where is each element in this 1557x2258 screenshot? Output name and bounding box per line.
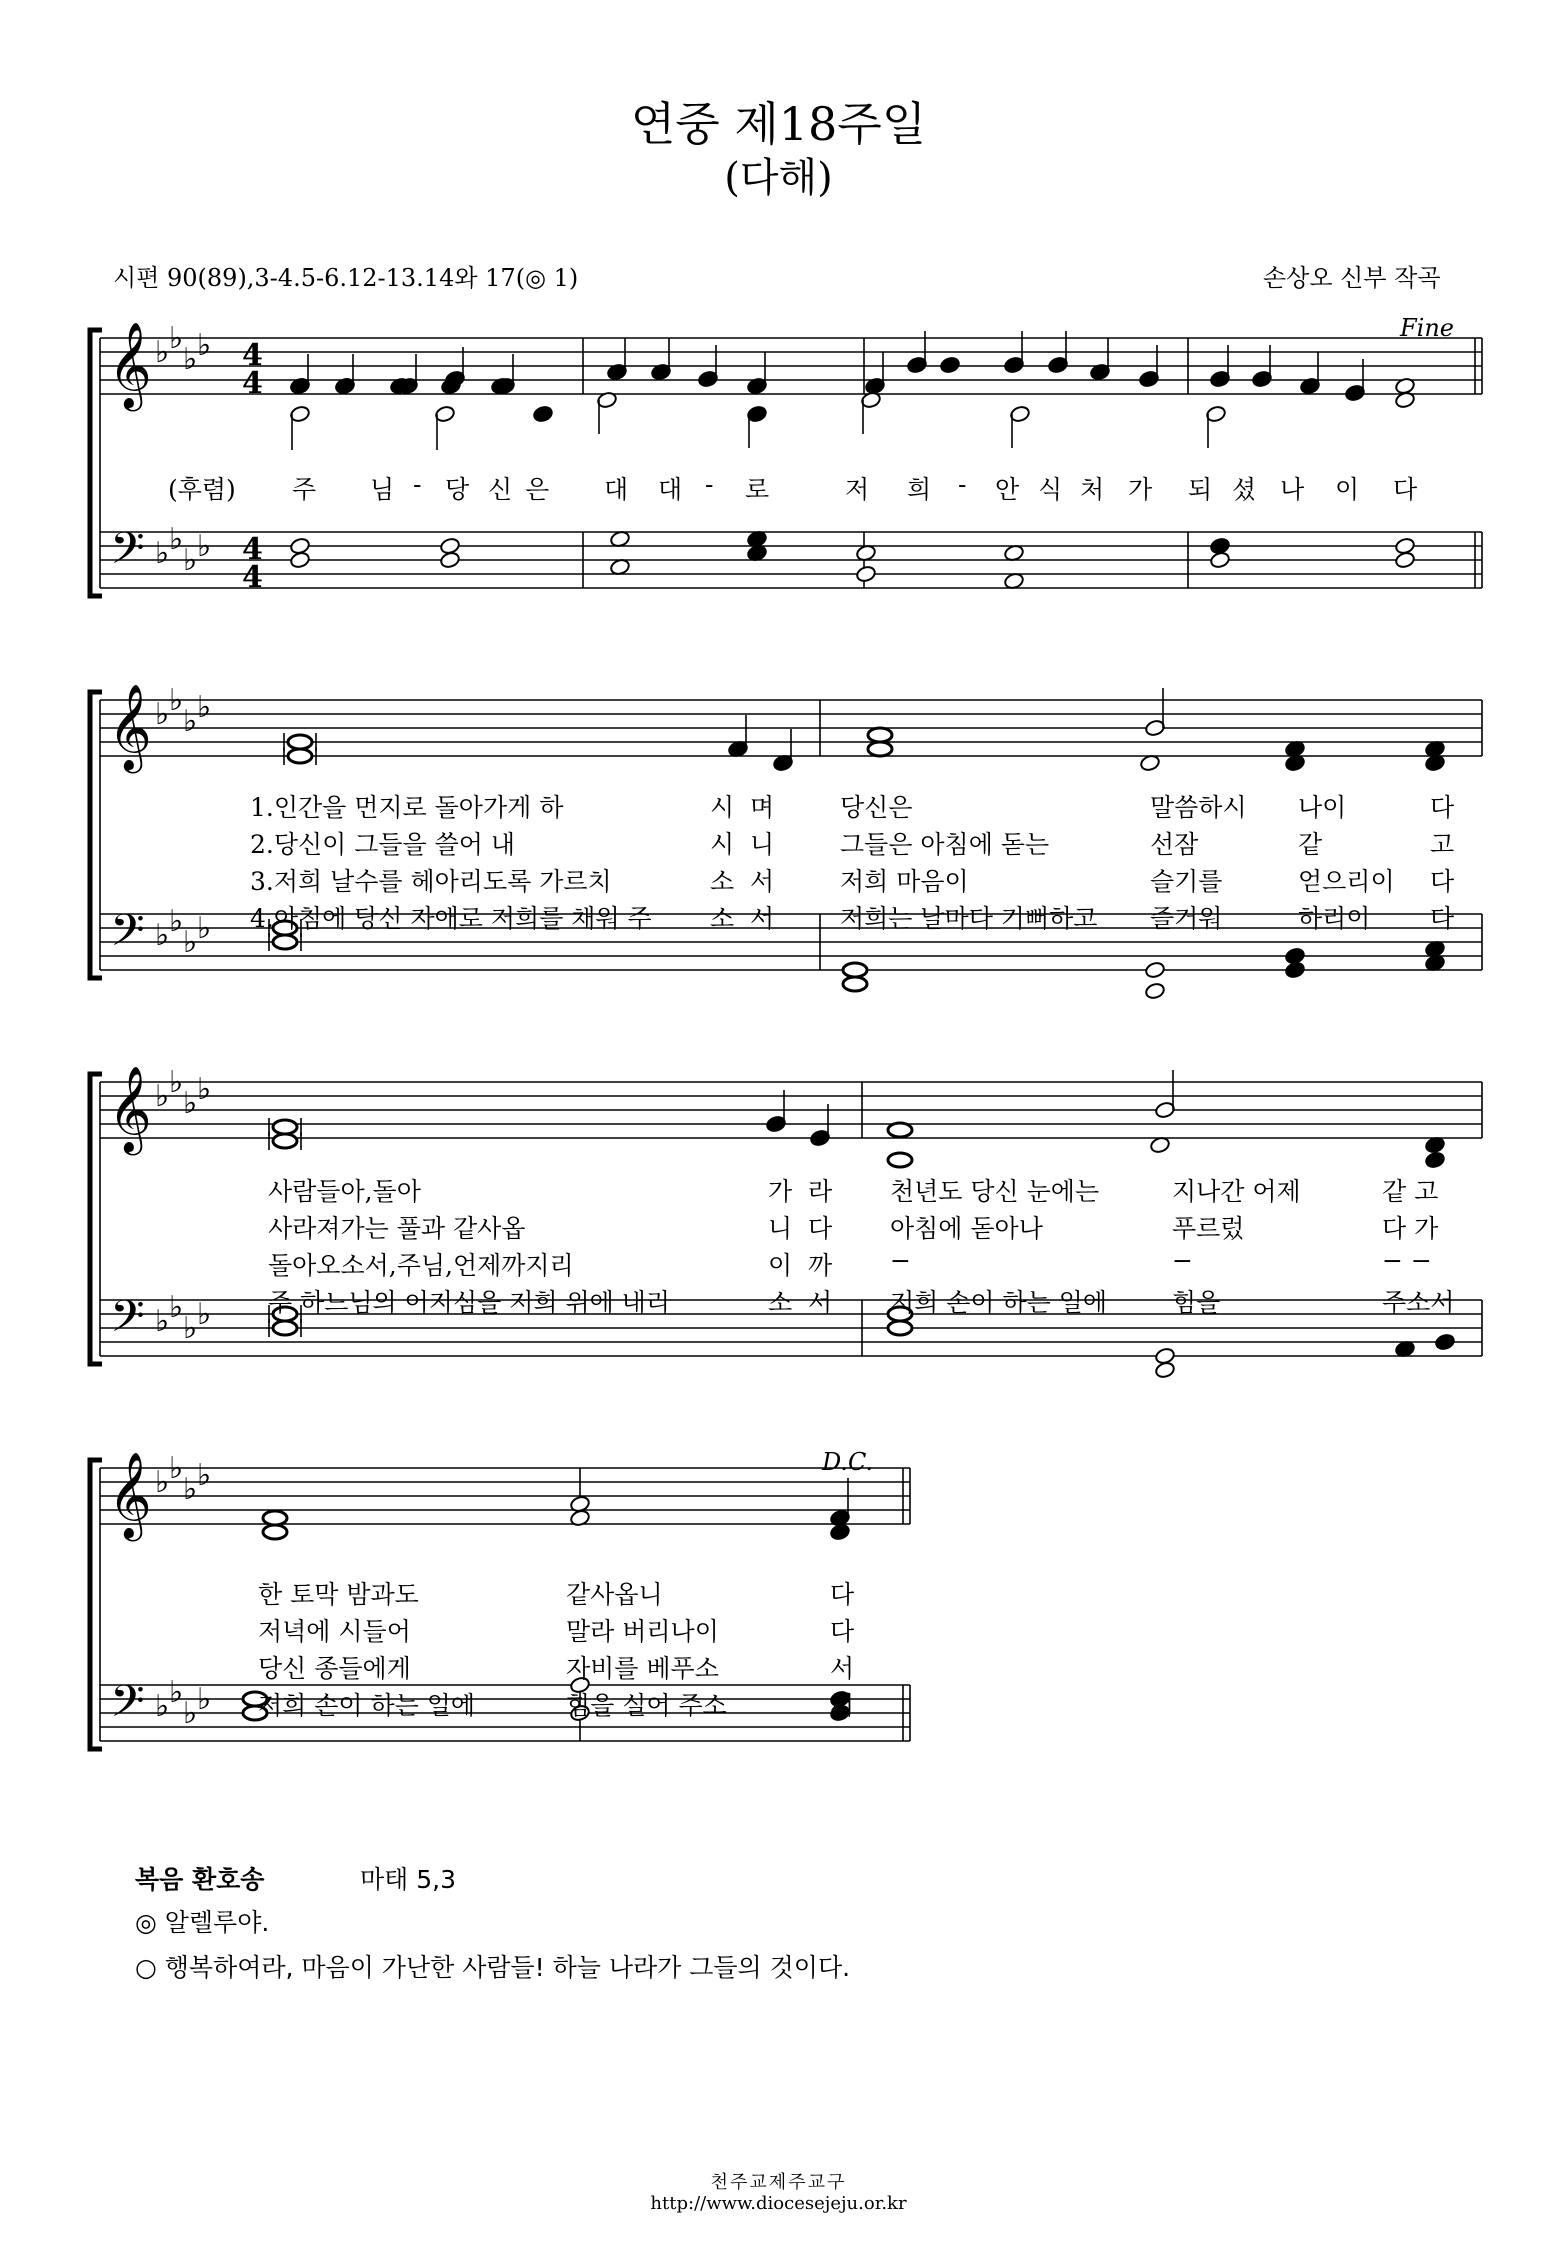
sys2-verse2-5: 같 bbox=[1298, 830, 1323, 859]
sys3-verse4-0: 주 하느님의 어지심을 저희 위에 내리 bbox=[268, 1288, 670, 1317]
sys4-verse4-1: 힘을 실어 주소 bbox=[566, 1691, 727, 1720]
clef-symbol: 𝄢 bbox=[110, 904, 145, 967]
whole-note bbox=[273, 1321, 297, 1335]
note-head bbox=[939, 356, 960, 374]
flat-sign: ♭ bbox=[155, 1465, 170, 1500]
footer-url[interactable]: http://www.diocesejeju.or.kr bbox=[650, 2193, 907, 2214]
clef-symbol: 𝄢 bbox=[110, 522, 145, 585]
sys2-verse4-1: 소 bbox=[710, 904, 735, 933]
flat-sign: ♭ bbox=[155, 1079, 170, 1114]
whole-note bbox=[273, 1120, 297, 1134]
flat-sign: ♭ bbox=[155, 335, 170, 370]
sys2-verse1-6: 다 bbox=[1430, 793, 1455, 822]
refrain-syllable-12: - bbox=[958, 470, 967, 499]
sys2-verse4-2: 서 bbox=[750, 904, 775, 933]
whole-note bbox=[888, 1321, 912, 1335]
flat-sign: ♭ bbox=[155, 536, 170, 571]
sys3-verse4-5: 주소서 bbox=[1382, 1288, 1455, 1317]
refrain-syllable-15: 처 bbox=[1080, 475, 1105, 504]
refrain-syllable-0: 주 bbox=[292, 475, 317, 504]
sys2-verse1-0: 1.인간을 먼지로 돌아가게 하 bbox=[250, 793, 564, 822]
refrain-syllable-13: 안 bbox=[995, 475, 1020, 504]
sys4-verse3-1: 자비를 베푸소 bbox=[566, 1654, 719, 1683]
sys3-verse2-3: 아침에 돋아나 bbox=[890, 1214, 1043, 1243]
flat-sign: ♭ bbox=[183, 1311, 198, 1346]
refrain-syllable-16: 가 bbox=[1128, 475, 1153, 504]
refrain-syllable-3: 당 bbox=[445, 475, 470, 504]
time-signature-top: 4 bbox=[242, 532, 263, 567]
clef-symbol: 𝄢 bbox=[110, 1290, 145, 1353]
clef-symbol: 𝄞 bbox=[108, 1066, 152, 1152]
refrain-syllable-19: 나 bbox=[1280, 475, 1305, 504]
sys4-verse3-0: 당신 종들에게 bbox=[258, 1654, 411, 1683]
flat-sign: ♭ bbox=[155, 918, 170, 953]
sys2-verse3-4: 슬기를 bbox=[1150, 867, 1223, 896]
sys3-verse1-3: 천년도 당신 눈에는 bbox=[890, 1177, 1100, 1206]
refrain-label: (후렴) bbox=[168, 475, 236, 504]
whole-note bbox=[888, 1123, 912, 1137]
sys3-verse4-1: 소 bbox=[768, 1288, 793, 1317]
sys2-verse4-0: 4.아침에 당신 자애로 저희를 채워 주 bbox=[250, 904, 652, 933]
psalm-reference: 시편 90(89),3-4.5-6.12-13.14와 17(◎ 1) bbox=[113, 264, 579, 292]
sys2-verse1-4: 말씀하시 bbox=[1150, 793, 1247, 822]
sys2-verse4-4: 즐거워 bbox=[1150, 904, 1223, 933]
note-head bbox=[439, 551, 460, 569]
refrain-syllable-7: 대 bbox=[658, 475, 683, 504]
refrain-syllable-11: 희 bbox=[907, 475, 932, 504]
fine-marking: Fine bbox=[1400, 314, 1454, 342]
refrain-syllable-14: 식 bbox=[1038, 475, 1063, 504]
sys3-verse3-4: − bbox=[1172, 1246, 1193, 1275]
flat-sign: ♭ bbox=[169, 904, 184, 939]
whole-note bbox=[868, 742, 892, 756]
note-head bbox=[829, 1523, 850, 1541]
note-head bbox=[289, 551, 310, 569]
sys3-verse1-0: 사람들아,돌아 bbox=[268, 1177, 421, 1206]
refrain-syllable-6: 대 bbox=[604, 475, 629, 504]
clef-symbol: 𝄞 bbox=[108, 1452, 152, 1538]
flat-sign: ♭ bbox=[183, 704, 198, 739]
composer-credit: 손상오 신부 작곡 bbox=[1263, 264, 1441, 292]
dc-marking: D.C. bbox=[822, 1448, 874, 1476]
time-signature-bottom: 4 bbox=[242, 560, 263, 595]
sys2-verse3-6: 다 bbox=[1430, 867, 1455, 896]
sys2-verse3-0: 3.저희 날수를 헤아리도록 가르치 bbox=[250, 867, 612, 896]
gospel-verse: ○ 행복하여라, 마음이 가난한 사람들! 하늘 나라가 그들의 것이다. bbox=[135, 1953, 851, 1982]
sys2-verse3-2: 서 bbox=[750, 867, 775, 896]
note-head bbox=[1424, 1151, 1445, 1169]
flat-sign: ♭ bbox=[183, 342, 198, 377]
flat-sign: ♭ bbox=[197, 911, 212, 946]
flat-sign: ♭ bbox=[183, 925, 198, 960]
flat-sign: ♭ bbox=[155, 697, 170, 732]
note-head bbox=[1144, 961, 1165, 979]
note-head bbox=[532, 405, 553, 423]
sys4-verse2-0: 저녁에 시들어 bbox=[258, 1617, 411, 1646]
note-head bbox=[1394, 551, 1415, 569]
sys2-verse1-1: 시 bbox=[710, 793, 735, 822]
sys4-verse1-1: 같사옵니 bbox=[566, 1580, 663, 1609]
flat-sign: ♭ bbox=[197, 690, 212, 725]
flat-sign: ♭ bbox=[197, 1072, 212, 1107]
sys2-verse1-3: 당신은 bbox=[840, 793, 913, 822]
flat-sign: ♭ bbox=[183, 1696, 198, 1731]
sys2-verse2-3: 그들은 아침에 돋는 bbox=[840, 830, 1050, 859]
sys2-verse2-1: 시 bbox=[710, 830, 735, 859]
sys3-verse1-5: 같 고 bbox=[1382, 1177, 1439, 1206]
refrain-syllable-18: 셨 bbox=[1232, 475, 1257, 504]
whole-note bbox=[263, 1511, 287, 1525]
whole-note bbox=[288, 735, 312, 749]
sys3-verse3-1: 이 bbox=[768, 1251, 793, 1280]
sys2-verse2-6: 고 bbox=[1430, 830, 1455, 859]
time-signature-top: 4 bbox=[242, 338, 263, 373]
flat-sign: ♭ bbox=[169, 683, 184, 718]
sys3-verse4-3: 저희 손이 하는 일에 bbox=[890, 1288, 1108, 1317]
sys3-verse2-1: 니 bbox=[768, 1214, 793, 1243]
sys4-verse1-2: 다 bbox=[830, 1580, 855, 1609]
flat-sign: ♭ bbox=[169, 1065, 184, 1100]
flat-sign: ♭ bbox=[155, 1304, 170, 1339]
sys3-verse4-4: 힘을 bbox=[1172, 1288, 1221, 1317]
sys2-verse3-5: 얻으리이 bbox=[1298, 867, 1395, 896]
note-head bbox=[1144, 982, 1165, 1000]
sys3-verse3-0: 돌아오소서,주님,언제까지리 bbox=[268, 1251, 574, 1280]
sys2-verse2-2: 니 bbox=[750, 830, 775, 859]
refrain-syllable-1: 님 bbox=[370, 475, 395, 504]
flat-sign: ♭ bbox=[183, 1472, 198, 1507]
sys3-verse2-4: 푸르렀 bbox=[1172, 1214, 1245, 1243]
whole-note bbox=[888, 1153, 912, 1167]
sys3-verse2-0: 사라져가는 풀과 같사옵 bbox=[268, 1214, 526, 1243]
note-head bbox=[1209, 551, 1230, 569]
flat-sign: ♭ bbox=[169, 1451, 184, 1486]
sys2-verse1-5: 나이 bbox=[1298, 793, 1347, 822]
sys4-verse3-2: 서 bbox=[830, 1654, 855, 1683]
sys4-verse4-2: 서 bbox=[830, 1691, 855, 1720]
refrain-syllable-10: 저 bbox=[845, 475, 870, 504]
sys2-verse2-4: 선잠 bbox=[1150, 830, 1199, 859]
note-head bbox=[1284, 961, 1305, 979]
whole-note bbox=[843, 977, 867, 991]
sys3-verse4-2: 서 bbox=[808, 1288, 833, 1317]
refrain-syllable-4: 신 bbox=[488, 475, 513, 504]
refrain-syllable-8: - bbox=[705, 470, 714, 499]
sys4-verse2-1: 말라 버리나이 bbox=[566, 1617, 719, 1646]
clef-symbol: 𝄢 bbox=[110, 1675, 145, 1738]
whole-note bbox=[273, 935, 297, 949]
whole-note bbox=[868, 728, 892, 742]
sys2-verse3-1: 소 bbox=[710, 867, 735, 896]
flat-sign: ♭ bbox=[183, 543, 198, 578]
sys3-verse3-2: 까 bbox=[808, 1251, 833, 1280]
page-title: 연중 제18주일 bbox=[630, 97, 927, 151]
flat-sign: ♭ bbox=[169, 321, 184, 356]
sys2-verse1-2: 며 bbox=[750, 793, 775, 822]
flat-sign: ♭ bbox=[197, 1458, 212, 1493]
sys3-verse2-2: 다 bbox=[808, 1214, 833, 1243]
note-head bbox=[1434, 1333, 1455, 1351]
flat-sign: ♭ bbox=[197, 529, 212, 564]
sys4-verse4-0: 저희 손이 하는 일에 bbox=[258, 1691, 476, 1720]
refrain-syllable-9: 로 bbox=[745, 475, 770, 504]
sys2-verse4-3: 저희는 날마다 기뻐하고 bbox=[840, 904, 1098, 933]
flat-sign: ♭ bbox=[169, 522, 184, 557]
footer-org: 천주교제주교구 bbox=[710, 2172, 847, 2193]
sys2-verse4-5: 하리이 bbox=[1298, 904, 1371, 933]
clef-symbol: 𝄞 bbox=[108, 322, 152, 408]
page-subtitle: (다해) bbox=[724, 155, 833, 201]
whole-note bbox=[843, 963, 867, 977]
flat-sign: ♭ bbox=[197, 1297, 212, 1332]
sys3-verse1-1: 가 bbox=[768, 1177, 793, 1206]
refrain-syllable-2: - bbox=[413, 470, 422, 499]
flat-sign: ♭ bbox=[197, 328, 212, 363]
sys3-verse3-3: − bbox=[890, 1246, 911, 1275]
refrain-syllable-21: 다 bbox=[1393, 475, 1418, 504]
sys3-verse1-4: 지나간 어제 bbox=[1172, 1177, 1301, 1206]
sys3-verse2-5: 다 가 bbox=[1382, 1214, 1439, 1243]
flat-sign: ♭ bbox=[197, 1682, 212, 1717]
sys2-verse3-3: 저희 마음이 bbox=[840, 867, 969, 896]
whole-note bbox=[263, 1525, 287, 1539]
sys3-verse3-5: − − bbox=[1382, 1246, 1432, 1275]
sys2-verse4-6: 다 bbox=[1430, 904, 1455, 933]
sys2-verse2-0: 2.당신이 그들을 쓸어 내 bbox=[250, 830, 516, 859]
gospel-reference: 마태 5,3 bbox=[360, 1865, 457, 1894]
note-head bbox=[855, 565, 876, 583]
refrain-syllable-17: 되 bbox=[1188, 475, 1213, 504]
flat-sign: ♭ bbox=[183, 1086, 198, 1121]
flat-sign: ♭ bbox=[169, 1290, 184, 1325]
refrain-syllable-5: 은 bbox=[525, 475, 550, 504]
sys4-verse1-0: 한 토막 밤과도 bbox=[258, 1580, 419, 1609]
sys4-verse2-2: 다 bbox=[830, 1617, 855, 1646]
flat-sign: ♭ bbox=[155, 1689, 170, 1724]
gospel-heading: 복음 환호송 bbox=[135, 1865, 265, 1894]
flat-sign: ♭ bbox=[169, 1675, 184, 1710]
refrain-syllable-20: 이 bbox=[1335, 475, 1360, 504]
clef-symbol: 𝄞 bbox=[108, 684, 152, 770]
whole-note bbox=[273, 1134, 297, 1148]
whole-note bbox=[288, 749, 312, 763]
gospel-response: ◎ 알렐루야. bbox=[135, 1908, 270, 1937]
time-signature-bottom: 4 bbox=[242, 366, 263, 401]
note-head bbox=[1154, 1361, 1175, 1379]
sys3-verse1-2: 라 bbox=[808, 1177, 833, 1206]
